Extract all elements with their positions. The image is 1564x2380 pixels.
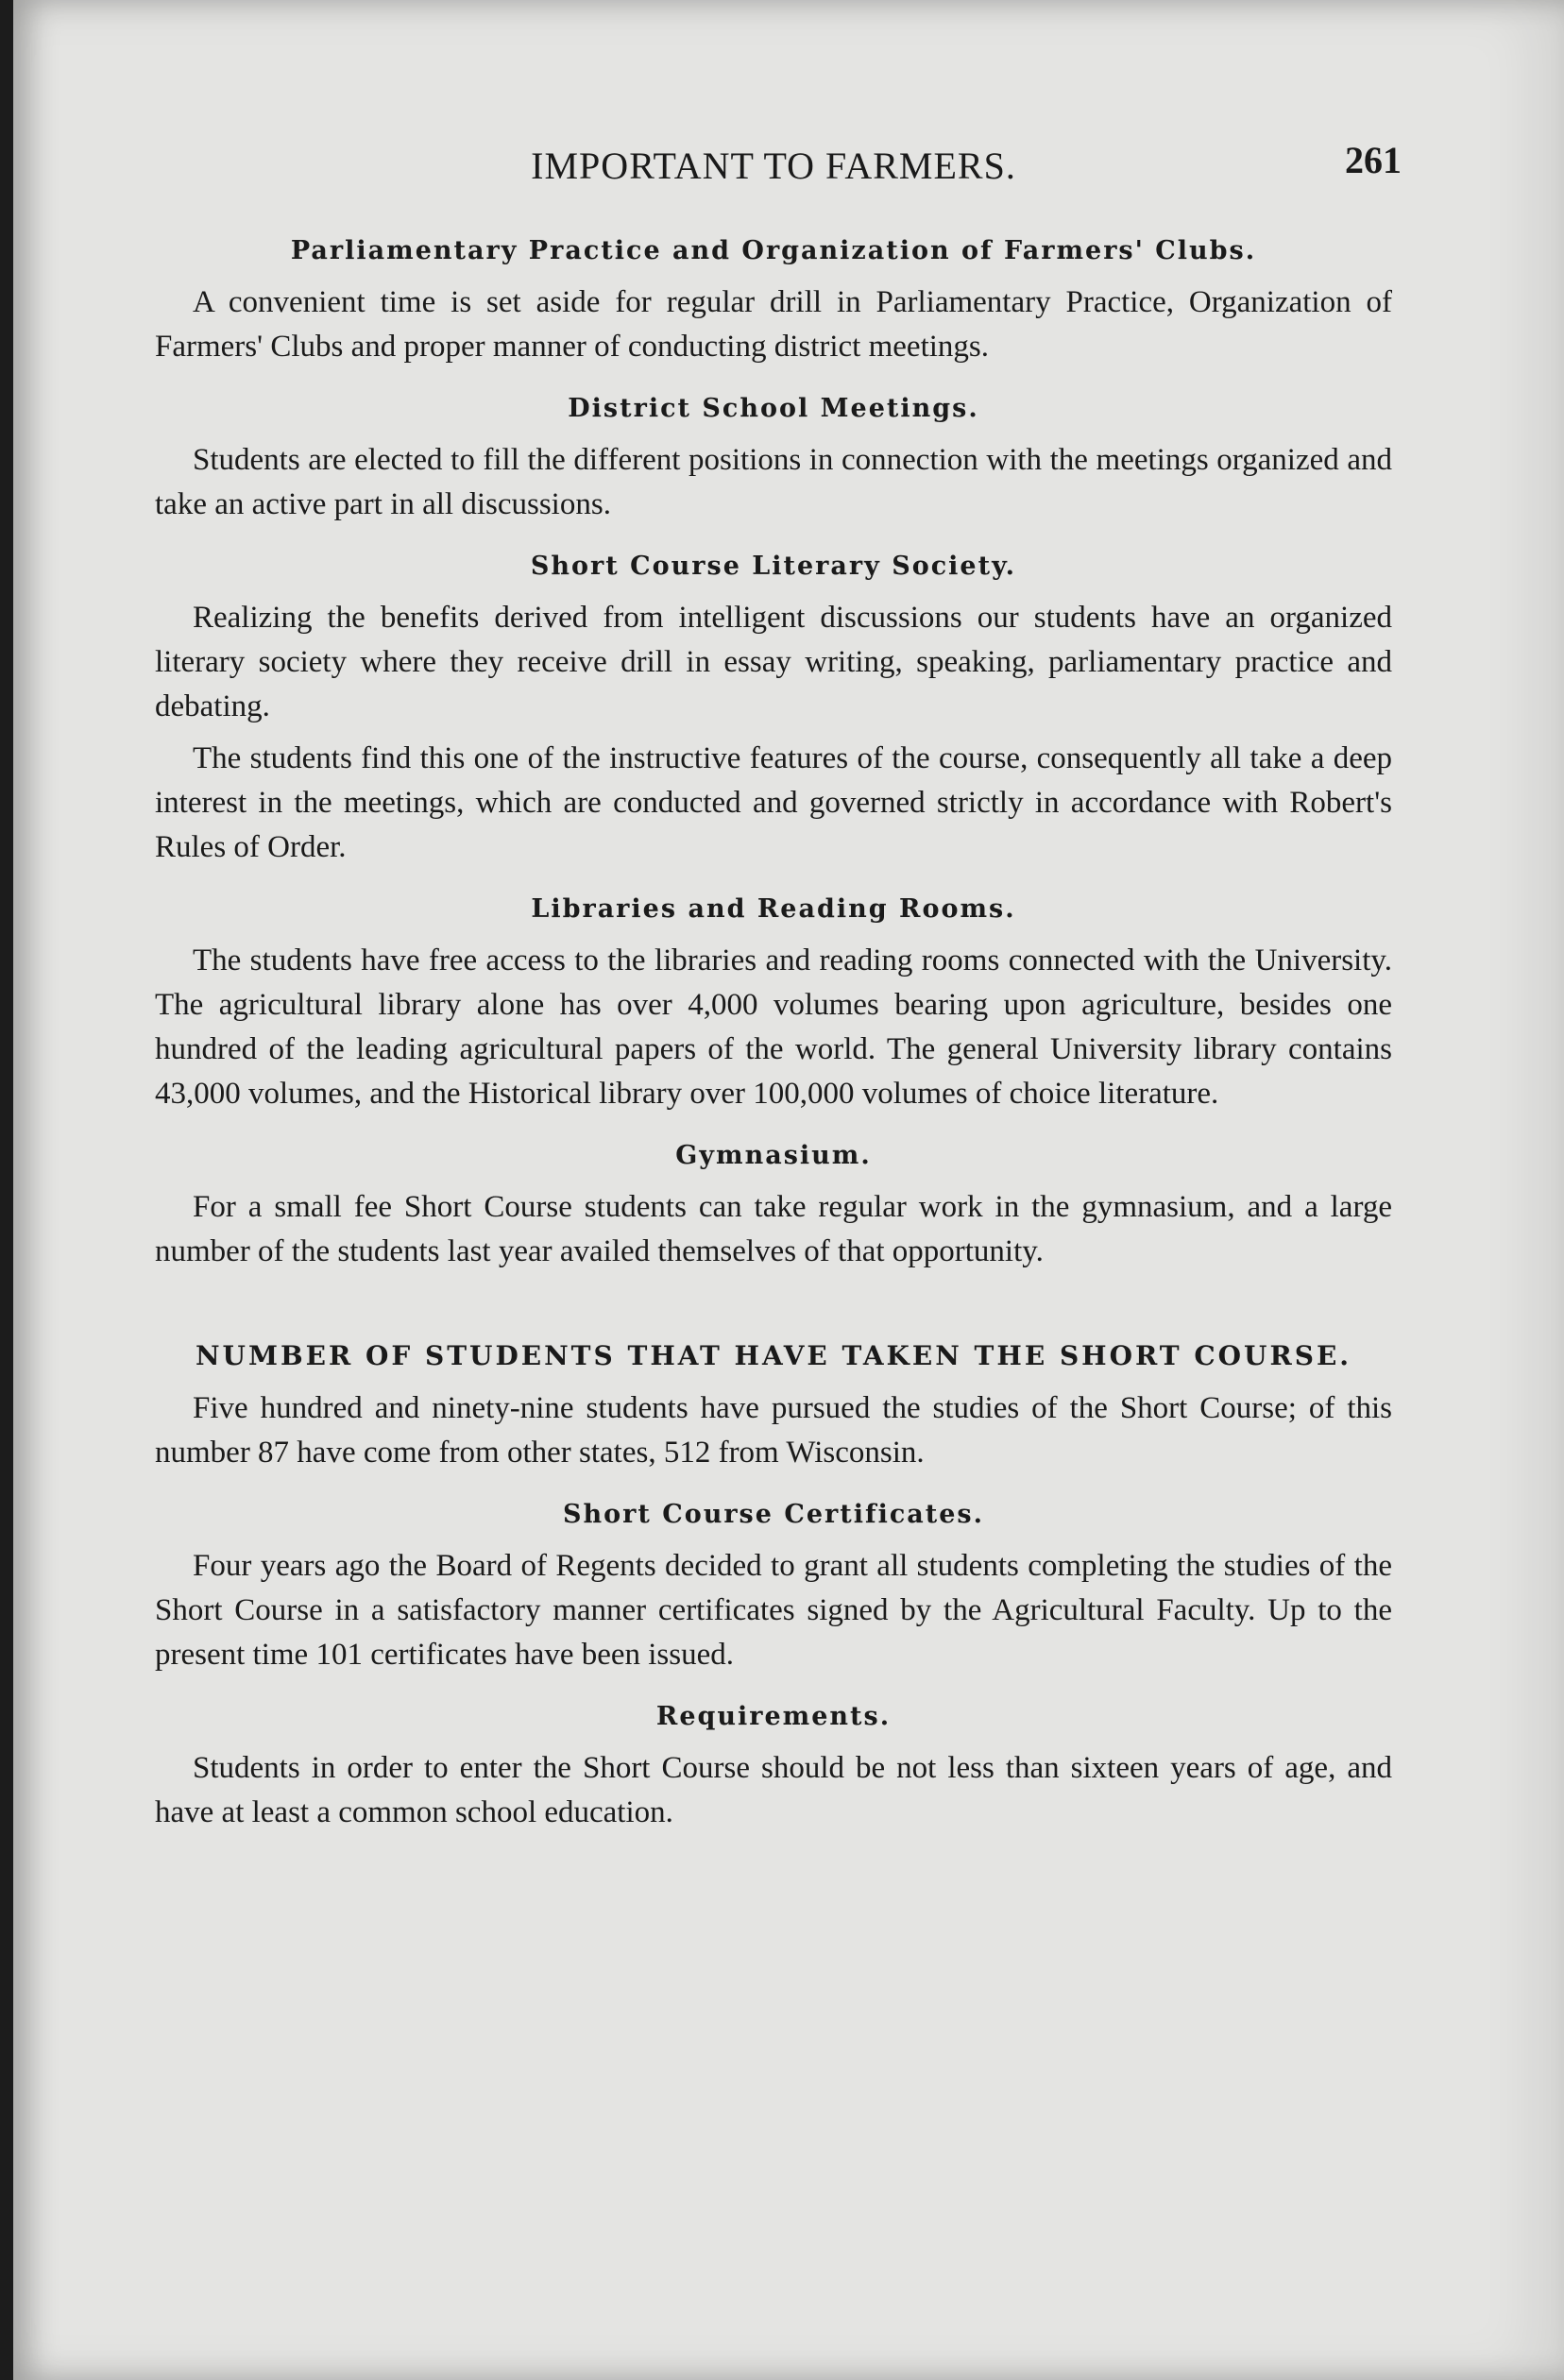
section-heading: District School Meetings.	[568, 394, 979, 423]
paragraph: The students have free access to the libraries and reading rooms connected with the University. The agricultural library alone has over 4,000 volumes bearing upon agriculture, besides one hundred of the leading agricultural papers of the world. The general University library contains 43,000 volumes, and the Historical library over 100,000 volumes of choice literature.	[155, 944, 1392, 1111]
section-heading: Requirements.	[655, 1702, 892, 1731]
section-certificates	[155, 1500, 1392, 1677]
paragraph: A convenient time is set aside for regular drill in Parliamentary Practice, Organization of Farmers' Clubs and proper manner of conducting district meetings.	[155, 285, 1392, 364]
section-district-school-meetings	[155, 394, 1392, 527]
book-page	[13, 0, 1564, 2380]
section-number-of-students	[155, 1340, 1392, 1475]
section-gymnasium	[155, 1141, 1392, 1274]
section-parliamentary-practice	[155, 236, 1392, 369]
paragraph: For a small fee Short Course students can take regular work in the gymnasium, and a large number of the students last year availed themselves of that opportunity.	[155, 1190, 1392, 1268]
running-title: IMPORTANT TO FARMERS.	[531, 144, 1016, 187]
section-heading: Gymnasium.	[675, 1141, 872, 1170]
section-heading: Short Course Certificates.	[562, 1500, 985, 1529]
paragraph: Five hundred and ninety-nine students have pursued the studies of the Short Course; of this number 87 have come from other states, 512 from Wisconsin.	[155, 1391, 1392, 1470]
paragraph: Four years ago the Board of Regents decided to grant all students completing the studies of the Short Course in a satisfactory manner certificates signed by the Agricultural Faculty. Up to the present time 101 certificates have been issued.	[155, 1549, 1392, 1672]
page-content	[155, 132, 1402, 1860]
section-heading: Parliamentary Practice and Organization of Farmers' Clubs.	[290, 236, 1257, 265]
paragraph: Realizing the benefits derived from intelligent discussions our students have an organized literary society where they receive drill in essay writing, speaking, parliamentary practice and debating.	[155, 601, 1392, 723]
paragraph: Students are elected to fill the different positions in connection with the meetings organized and take an active part in all discussions.	[155, 443, 1392, 521]
paragraph: Students in order to enter the Short Course should be not less than sixteen years of age, and have at least a common school education.	[155, 1751, 1392, 1829]
section-heading: Libraries and Reading Rooms.	[531, 894, 1016, 924]
section-heading: Short Course Literary Society.	[530, 552, 1017, 581]
section-requirements	[155, 1702, 1392, 1835]
running-header	[155, 132, 1402, 198]
section-heading: NUMBER OF STUDENTS THAT HAVE TAKEN THE SHORT COURSE.	[195, 1340, 1352, 1371]
section-literary-society	[155, 552, 1392, 870]
paragraph: The students find this one of the instructive features of the course, consequently all take a deep interest in the meetings, which are conducted and governed strictly in accordance with Robert's Rules of Order.	[155, 741, 1392, 864]
page-number: 261	[1345, 139, 1402, 181]
section-libraries	[155, 894, 1392, 1116]
